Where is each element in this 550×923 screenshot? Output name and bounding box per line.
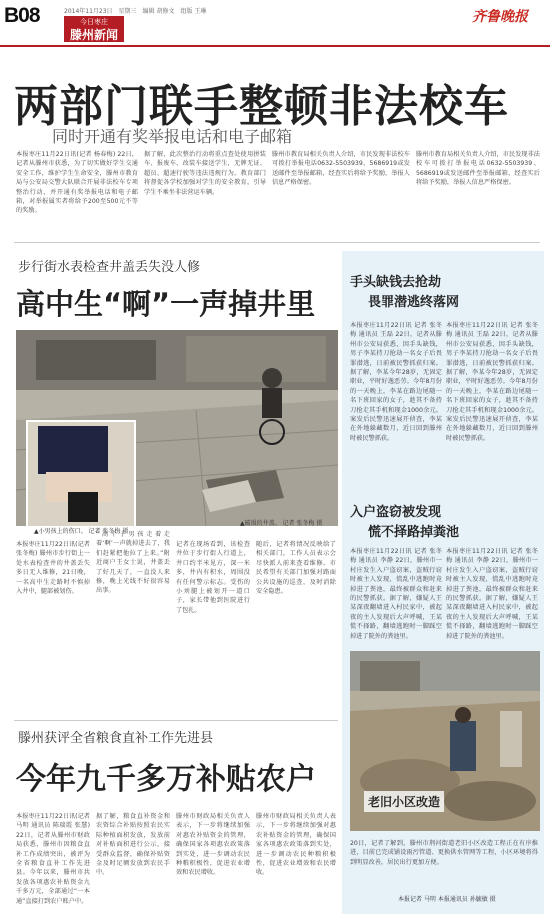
story3-body-col1: 本报枣庄11月22日讯(记者 马明 通讯员 陈瑞霞 张慧) 22日，记者从滕州市财政局获悉，滕州市因粮食直补工作成绩突出，被评为全省粮食直补工作先进县。今年以来，滕州市共发放各项惠农补贴资金九千多万元，全部通过“一本通”直接打到农户账户中。 [16, 813, 90, 905]
lead-body-col1: 本报枣庄11月22日讯(记者 杨春梅) 22日，记者从滕州市获悉，为了切实做好学生交通安全工作，维护学生生命安全，滕州市教育局与公安局交警大队联合开展非法校车专项整治行动，并开通有奖举报电话和电子邮箱，对举报属实者将给予200至500元不等的奖励。 [16, 151, 138, 215]
section-subtitle: 今日枣庄 [80, 18, 108, 26]
old-district-photo [350, 651, 540, 831]
brief2-headline-1: 入户盗窃被发现 [350, 505, 442, 520]
brief1-headline-1: 手头缺钱去抢劫 [350, 275, 442, 290]
lead-body-col4: 滕州市教育局相关负责人介绍，市民发现非法校车可拨打举报电话0632-5503939、5686919或发送邮件至举报邮箱，经查实后将给予奖励，举报人信息严格保密。 [416, 151, 540, 187]
story3-body-col4: 滕州市财政局相关负责人表示，下一步将继续加强对惠农补贴资金的管理，确保国家各项惠农政策落到实处，进一步调动农民种粮积极性，促进农业增效和农民增收。 [256, 813, 336, 877]
story2-body-col1: 本报枣庄11月22日讯(记者 张冬梅) 滕州市步行街上一处水表检查井的井盖丢失多日无人维修，21日晚，一名高中生走路时不慎掉入井中，腿部被划伤。 [16, 541, 90, 596]
brief-column [342, 251, 544, 914]
brief2-body-col2: 本报枣庄11月22日讯 记者 张冬梅 通讯员 李静 22日，滕州市一村庄发生入户盗窃案，盗贼行窃时被主人发现，慌乱中逃跑时竟掉进了粪池，最终被群众和赶来的民警抓获。据了解，嫌疑人王某深夜翻墙进入村民家中，被起夜的主人发现后大声呼喊，王某慌不择路，翻墙逃跑时一脚踩空掉进了院外的粪池里。 [446, 548, 538, 640]
lead-body-col3: 滕州市教育局相关负责人介绍，市民发现非法校车可拨打举报电话0632-5503939、5686919或发送邮件至举报邮箱，经查实后将给予奖励，举报人信息严格保密。 [272, 151, 410, 187]
story2-body-col2: “高个子男孩走着走着‘啊’一声就掉进去了，我们赶紧把他拉了上来。”附近商户王女士说，井盖丢了好几天了，一直没人来修，晚上光线不好很容易出事。 [96, 531, 170, 595]
brief2-body-col1: 本报枣庄11月22日讯 记者 张冬梅 通讯员 李静 22日，滕州市一村庄发生入户盗窃案，盗贼行窃时被主人发现，慌乱中逃跑时竟掉进了粪池，最终被群众和赶来的民警抓获。据了解，嫌疑人王某深夜翻墙进入村民家中，被起夜的主人发现后大声呼喊，王某慌不择路，翻墙逃跑时一脚踩空掉进了院外的粪池里。 [350, 548, 442, 640]
story3-headline: 今年九千多万补贴农户 [16, 762, 316, 797]
story3-body-col3: 滕州市财政局相关负责人表示，下一步将继续加强对惠农补贴资金的管理，确保国家各项惠农政策落到实处，进一步调动农民种粮积极性，促进农业增效和农民增收。 [176, 813, 250, 877]
brief1-body-col1: 本报枣庄11月22日讯 记者 张冬梅 通讯员 王磊 22日，记者从滕州市公安局获悉，因手头缺钱，男子李某持刀抢劫一名女子后畏罪潜逃，日前被民警抓获归案。据了解，李某今年28岁，无固定职业，平时好逸恶劳。今年8月份的一天晚上，李某在路边尾随一名下班回家的女子，趁其不备持刀抢走其手机和现金1000余元。案发后民警迅速展开侦查，李某在外地躲藏数月，近日回到滕州时被民警抓获。 [350, 322, 442, 442]
section-badge [64, 16, 124, 42]
divider [14, 720, 338, 721]
page-header [0, 0, 550, 46]
story2-body-col4: 随后，记者将情况反映给了相关部门，工作人员表示会尽快派人前来查看维修。市民希望有关部门加强对路面公共设施的巡查，及时消除安全隐患。 [256, 541, 336, 596]
section-title: 滕州新闻 [69, 28, 118, 42]
story2-kicker: 步行街水表检查井盖丢失没人修 [18, 260, 201, 275]
brief2-headline-2: 慌不择路掉粪池 [368, 525, 460, 540]
lead-headline: 两部门联手整顿非法校车 [14, 81, 509, 132]
brief1-body-col2: 本报枣庄11月22日讯 记者 张冬梅 通讯员 王磊 22日，记者从滕州市公安局获悉，因手头缺钱，男子李某持刀抢劫一名女子后畏罪潜逃，日前被民警抓获归案。据了解，李某今年28岁，无固定职业，平时好逸恶劳。今年8月份的一天晚上，李某在路边尾随一名下班回家的女子，趁其不备持刀抢走其手机和现金1000余元。案发后民警迅速展开侦查，李某在外地躲藏数月，近日回到滕州时被民警抓获。 [446, 322, 538, 442]
story3-kicker: 滕州获评全省粮食直补工作先进县 [18, 731, 214, 746]
header-divider [0, 45, 550, 47]
lead-subheadline: 同时开通有奖举报电话和电子邮箱 [52, 127, 293, 146]
newspaper-logo: 齐鲁晚报 [472, 9, 528, 25]
lead-body-col2: 据了解，此次整治行动将重点查处使用拼装车、报废车、改装车接送学生，无牌无证、超员、超速行驶等违法违规行为。教育部门将督促各学校加强对学生的安全教育，引导学生不乘坐非法营运车辆。 [144, 151, 266, 196]
story2-body-col3: 记者在现场看到，该检查井位于步行街人行道上，井口约半米见方，深一米多，井内有积水，周围没有任何警示标志。受伤的小刘腿上被划开一道口子，家长带他到医院进行了包扎。 [176, 541, 250, 614]
photo-title: 老旧小区改造 [364, 791, 444, 812]
dateline: 2014年11月23日 星期三 编辑 胡修文 组版 王琳 [64, 8, 207, 15]
photo-description: 20日，记者了解到，滕州市荆河街道老旧小区改造工程正在有序推进，目前已完成铺设雨污管道、更换供水管网等工程，小区环境将得到明显改善，居民出行更加方便。 [350, 840, 538, 866]
story3-body-col2: 据了解，粮食直补资金和农资综合补贴按照农民实际种植面积发放，发放前对补贴面积进行公示，接受群众监督，确保补贴资金及时足额发放到农民手中。 [96, 813, 170, 877]
divider [14, 242, 540, 243]
injury-photo [26, 420, 136, 528]
photo-caption-small: ▲小男孩上的伤口。 记者 张冬梅 摄 [34, 528, 129, 535]
story2-headline: 高中生“啊”一声掉井里 [16, 287, 316, 321]
page-number: B08 [4, 4, 40, 27]
photo-credit: 本报记者 马明 本报通讯员 孙毓敏 摄 [398, 896, 496, 903]
photo-caption-main: ▲破损的井盖。 记者 张冬梅 摄 [240, 520, 323, 527]
brief1-headline-2: 畏罪潜逃终落网 [368, 295, 460, 310]
